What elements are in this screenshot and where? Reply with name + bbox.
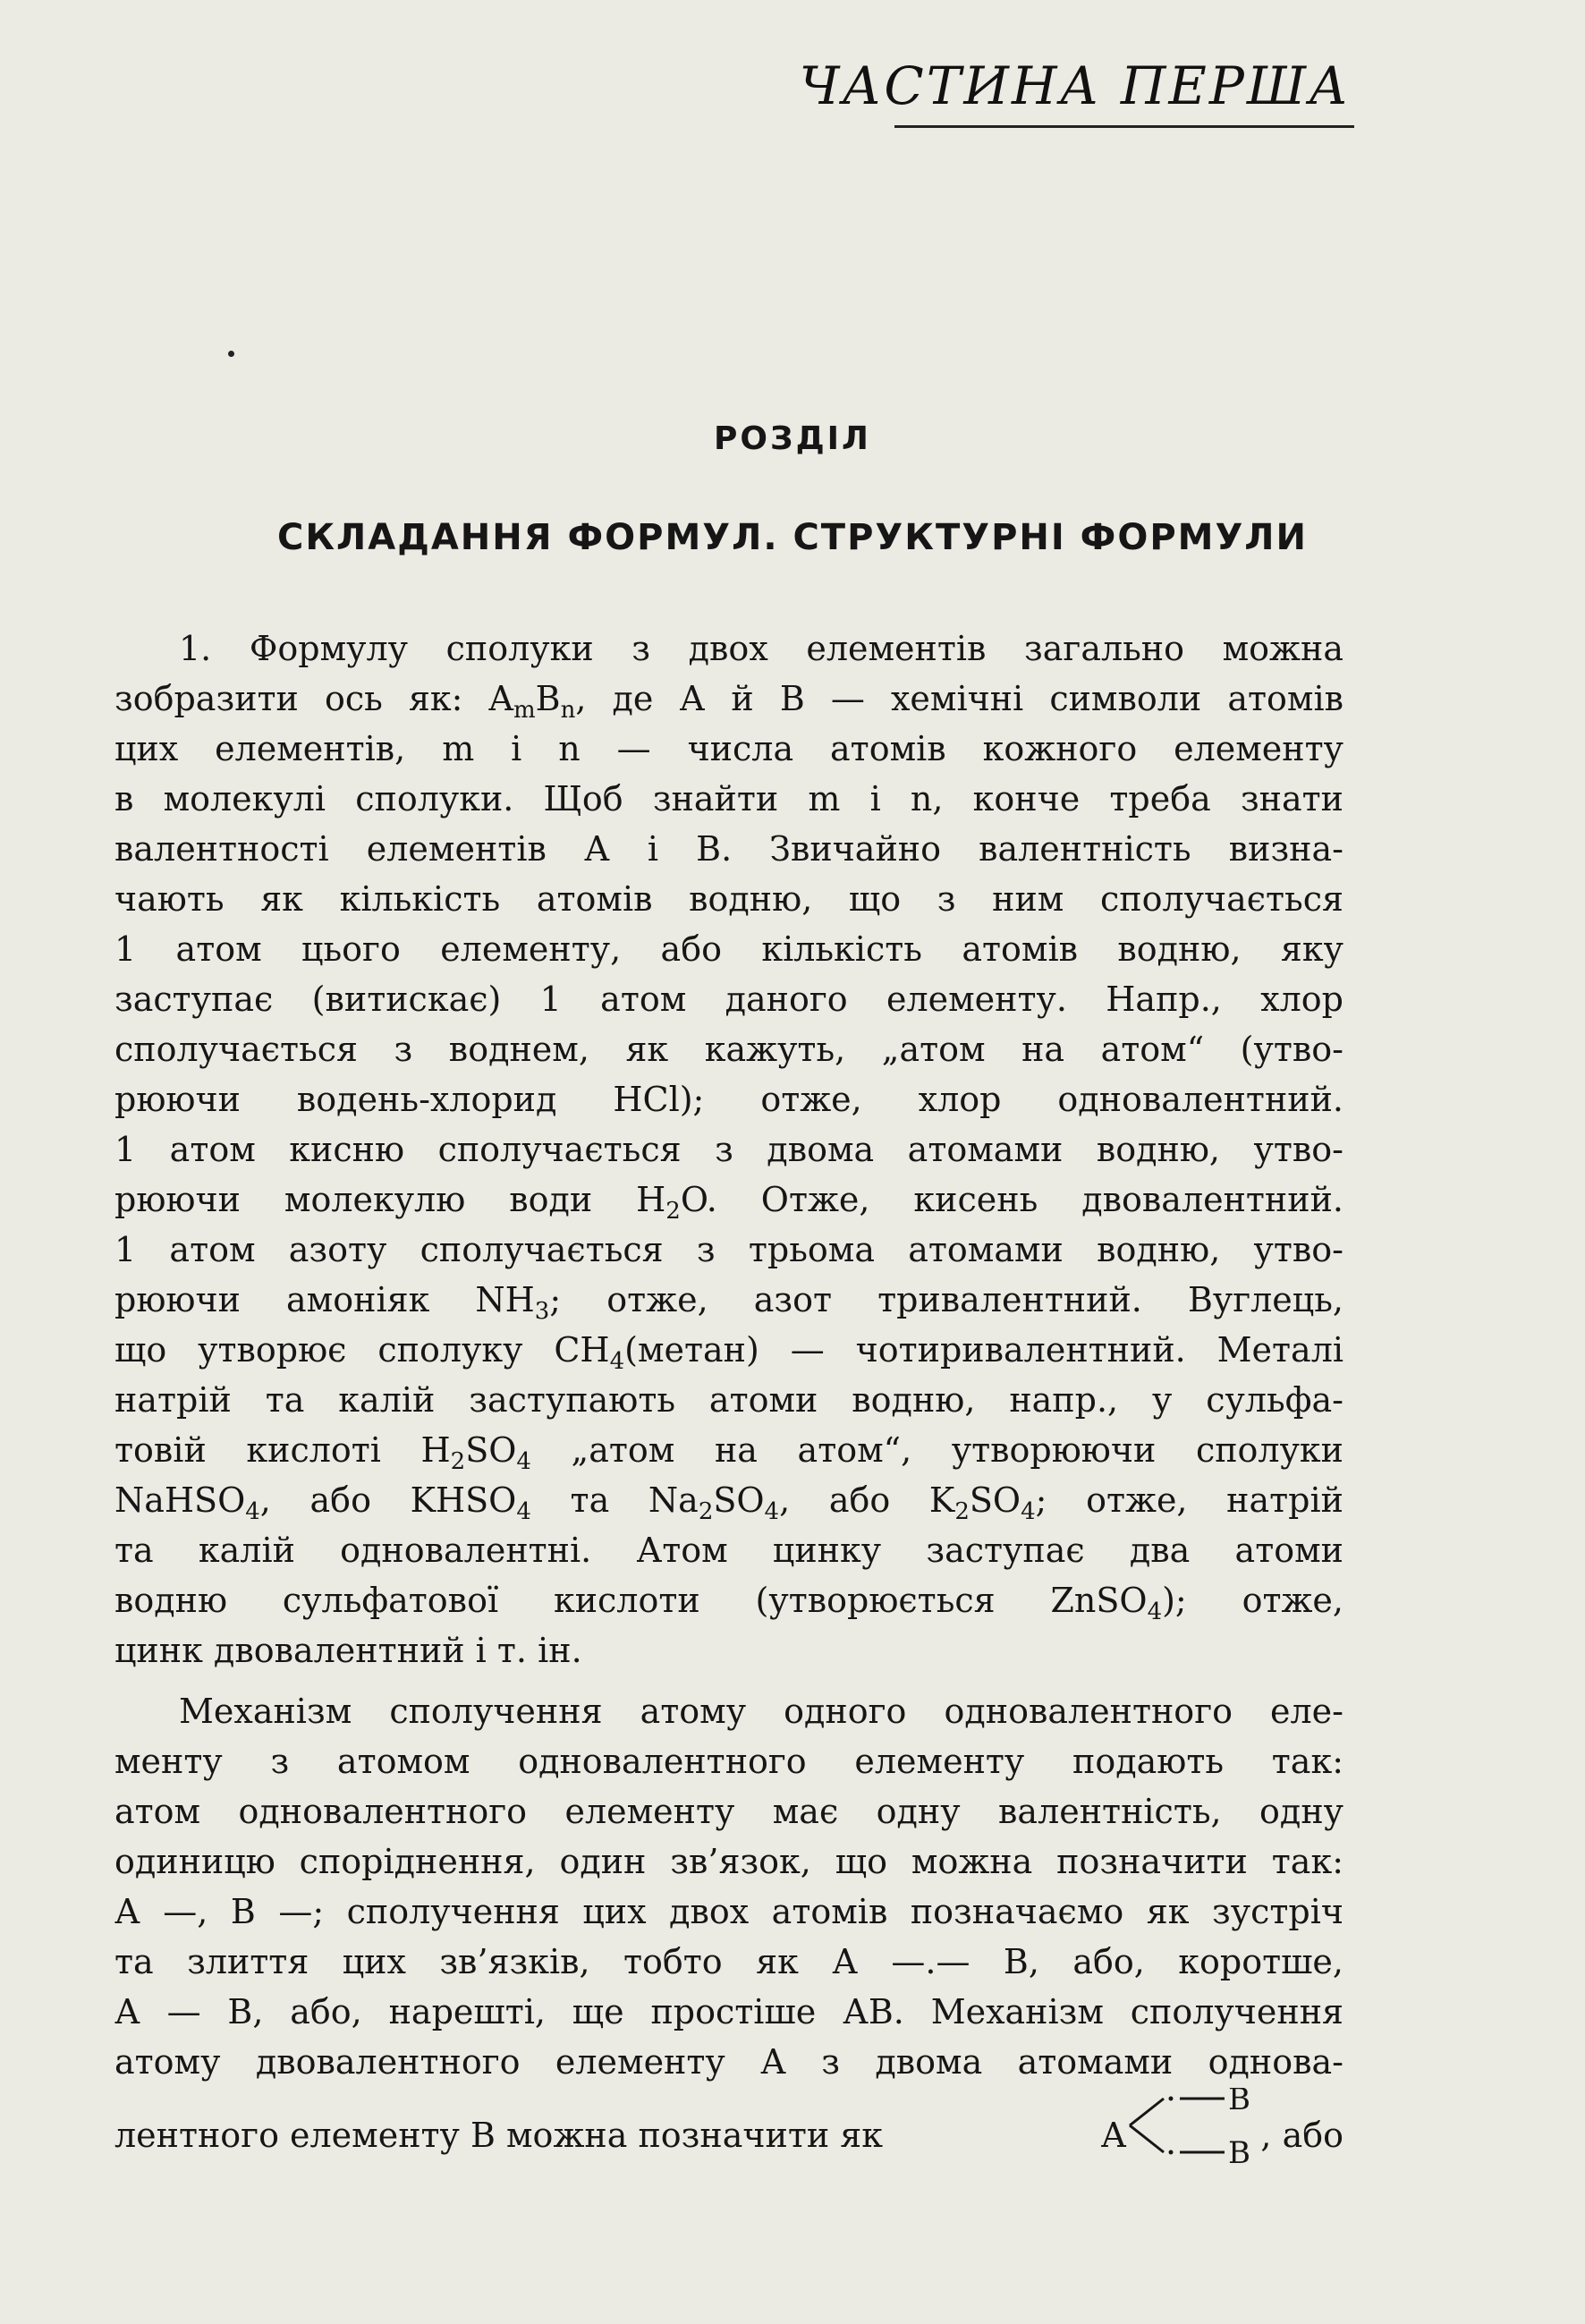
paragraph-1-line: рюючи молекулю води $H_2O$. Отже, кисень двовалентний.: [114, 1180, 1343, 1225]
paragraph-1-line: зобразити ось як: $A_mB_n$, де А й В — хемічні символи атомів: [114, 679, 1343, 724]
running-head: ЧАСТИНА ПЕРША: [799, 55, 1351, 116]
paragraph-1-line: натрій та калій заступають атоми водню, напр., у сульфа-: [114, 1380, 1343, 1420]
paragraph-1-line: 1. Формулу сполуки з двох елементів загально можна: [179, 629, 1343, 668]
paragraph-2-line: Механізм сполучення атому одного одновалентного еле-: [179, 1692, 1343, 1731]
branched-formula: [1100, 2087, 1343, 2163]
section-label: РОЗДІЛ: [714, 420, 871, 457]
paragraph-2-line: одиницю споріднення, один зв’язок, що можна позначити так:: [114, 1842, 1343, 1881]
paragraph-1-line: водню сульфатової кислоти (утворюється ZnSO$_4$); отже,: [114, 1581, 1344, 1625]
paragraph-1-line: 1 атом цього елементу, або кількість атомів водню, яку: [114, 929, 1343, 969]
paragraph-1-line: що утворює сполуку $CH_4(метан)$ — чотиривалентний. Металі: [114, 1330, 1343, 1375]
paragraph-1-line: NaHSO$_4$, або $KHSO_4$ та $Na_2SO_4$, або $K_2SO_4$; отже, натрій: [114, 1480, 1343, 1525]
paragraph-1-line: 1 атом кисню сполучається з двома атомами водню, утво-: [114, 1130, 1343, 1169]
paragraph-1-line: чають як кількість атомів водню, що з ним сполучається: [114, 879, 1343, 919]
formula-atom-b-lower: B: [1228, 2134, 1251, 2163]
paragraph-1-line: рюючи водень-хлорид HCl); отже, хлор одновалентний.: [114, 1080, 1343, 1119]
paragraph-2-line: А — В, або, нарешті, ще простіше АВ. Механізм сполучення: [114, 1992, 1343, 2031]
running-head-rule: [894, 125, 1354, 128]
formula-branch-diagram: [1126, 2088, 1260, 2163]
paragraph-2-line: А —, В —; сполучення цих двох атомів позначаємо як зустріч: [114, 1892, 1343, 1931]
paragraph-1-line: та калій одновалентні. Атом цинку заступає два атоми: [114, 1531, 1343, 1570]
paragraph-2-line: лентного елементу В можна позначити як А B B , або: [114, 2111, 1343, 2159]
paragraph-1-line: цих елементів, m і n — числа атомів кожного елементу: [114, 729, 1343, 768]
paragraph-1-line: сполучається з воднем, як кажуть, „атом на атом“ (утво-: [114, 1030, 1343, 1069]
paragraph-1-line: заступає (витискає) 1 атом даного елементу. Напр., хлор: [114, 980, 1343, 1019]
paragraph-2-line: атом одновалентного елементу має одну валентність, одну: [114, 1792, 1343, 1831]
formula-atom-a: А: [1100, 2116, 1127, 2155]
paragraph-1-line: товій кислоті $H_2SO_4$ „атом на атом“, утворюючи сполуки: [114, 1430, 1344, 1475]
paragraph-1-line: валентності елементів А і В. Звичайно валентність визна-: [114, 829, 1343, 869]
paragraph-1-line: цинк двовалентний і т. ін.: [114, 1631, 582, 1670]
paragraph-2-line: та злиття цих зв’язків, тобто як А —.— В, або, коротше,: [114, 1942, 1343, 1981]
paragraph-1-line: 1 атом азоту сполучається з трьома атомами водню, утво-: [114, 1230, 1343, 1269]
formula-tail: , або: [1260, 2116, 1343, 2155]
print-speck: [228, 351, 234, 357]
chapter-title: СКЛАДАННЯ ФОРМУЛ. СТРУКТУРНІ ФОРМУЛИ: [276, 517, 1309, 558]
paragraph-1-line: рюючи амоніяк $NH_3$; отже, азот тривалентний. Вуглець,: [114, 1280, 1343, 1325]
paragraph-1-line: в молекулі сполуки. Щоб знайти m і n, конче треба знати: [114, 779, 1343, 818]
paragraph-2-line: менту з атомом одновалентного елементу подають так:: [114, 1742, 1343, 1781]
paragraph-2-line: атому двовалентного елементу А з двома атомами однова-: [114, 2042, 1343, 2082]
formula-atom-b-upper: B: [1228, 2087, 1251, 2117]
branch-lines: [1126, 2088, 1260, 2163]
